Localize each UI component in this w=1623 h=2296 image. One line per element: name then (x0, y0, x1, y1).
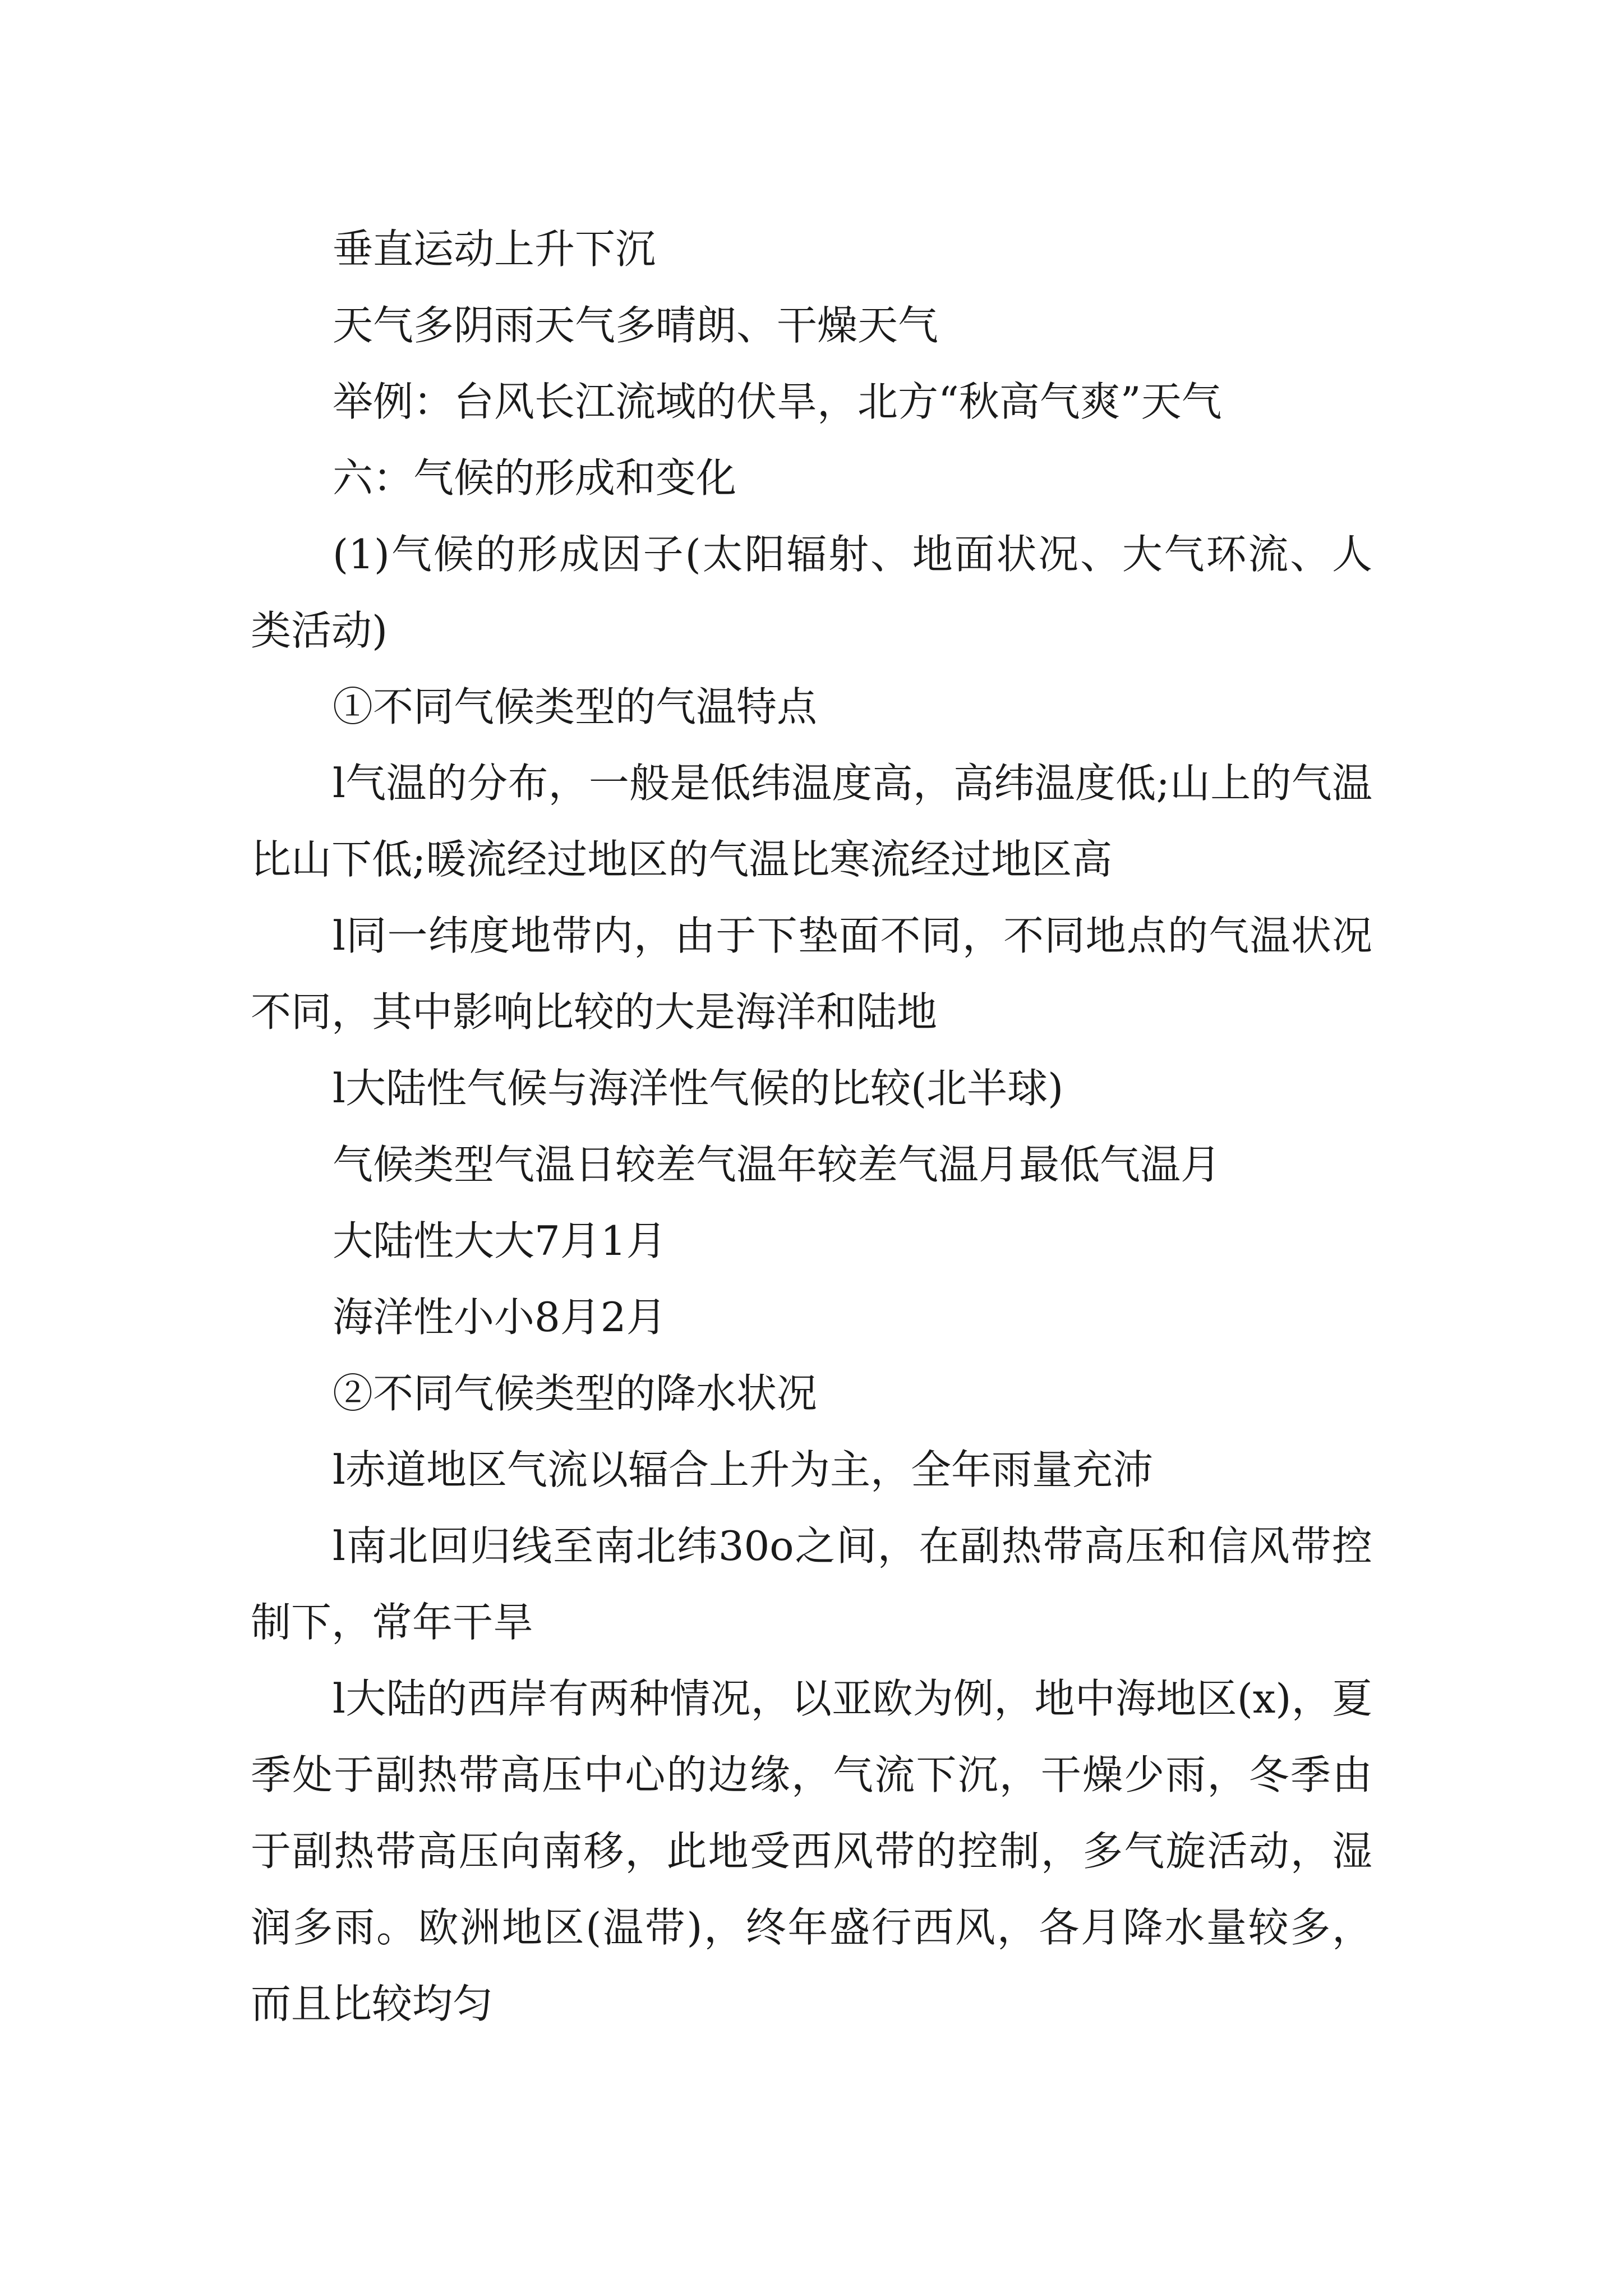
list-item: l赤道地区气流以辐合上升为主，全年雨量充沛 (333, 1446, 1154, 1493)
comparison-row-oceanic: 海洋性小小8月2月 (333, 1294, 667, 1341)
paragraph-example: 举例：台风长江流域的伏旱，北方“秋高气爽”天气 (333, 378, 1222, 425)
comparison-header-row: 气候类型气温日较差气温年较差气温月最低气温月 (333, 1141, 1221, 1188)
list-item: l大陆的西岸有两种情况，以亚欧为例，地中海地区(x)，夏季处于副热带高压中心的边缘，气流下沉，干燥少雨，冬季由于副热带高压向南移，此地受西风带的控制，多气旋活动，湿润多雨。欧洲地区(温带)，终年盛行西风，各月降水量较多，而且比较均匀 (251, 1675, 1372, 2027)
subheading-precipitation: ②不同气候类型的降水状况 (333, 1370, 818, 1417)
list-item: l南北回归线至南北纬30o之间，在副热带高压和信风带控制下，常年干旱 (251, 1522, 1372, 1646)
section-heading-climate: 六：气候的形成和变化 (333, 454, 737, 501)
list-item: l同一纬度地带内，由于下垫面不同，不同地点的气温状况不同，其中影响比较的大是海洋和陆地 (251, 912, 1372, 1036)
list-item: l气温的分布，一般是低纬温度高，高纬温度低;山上的气温比山下低;暖流经过地区的气温比寒流经过地区高 (251, 760, 1372, 883)
subheading-temperature: ①不同气候类型的气温特点 (333, 683, 818, 730)
document-body (251, 211, 1372, 2042)
paragraph-climate-factors: (1)气候的形成因子(太阳辐射、地面状况、大气环流、人类活动) (251, 531, 1372, 654)
paragraph-weather: 天气多阴雨天气多晴朗、干燥天气 (333, 302, 939, 349)
paragraph-vertical-motion: 垂直运动上升下沉 (333, 226, 656, 273)
list-item: l大陆性气候与海洋性气候的比较(北半球) (333, 1065, 1064, 1112)
comparison-row-continental: 大陆性大大7月1月 (333, 1217, 667, 1264)
